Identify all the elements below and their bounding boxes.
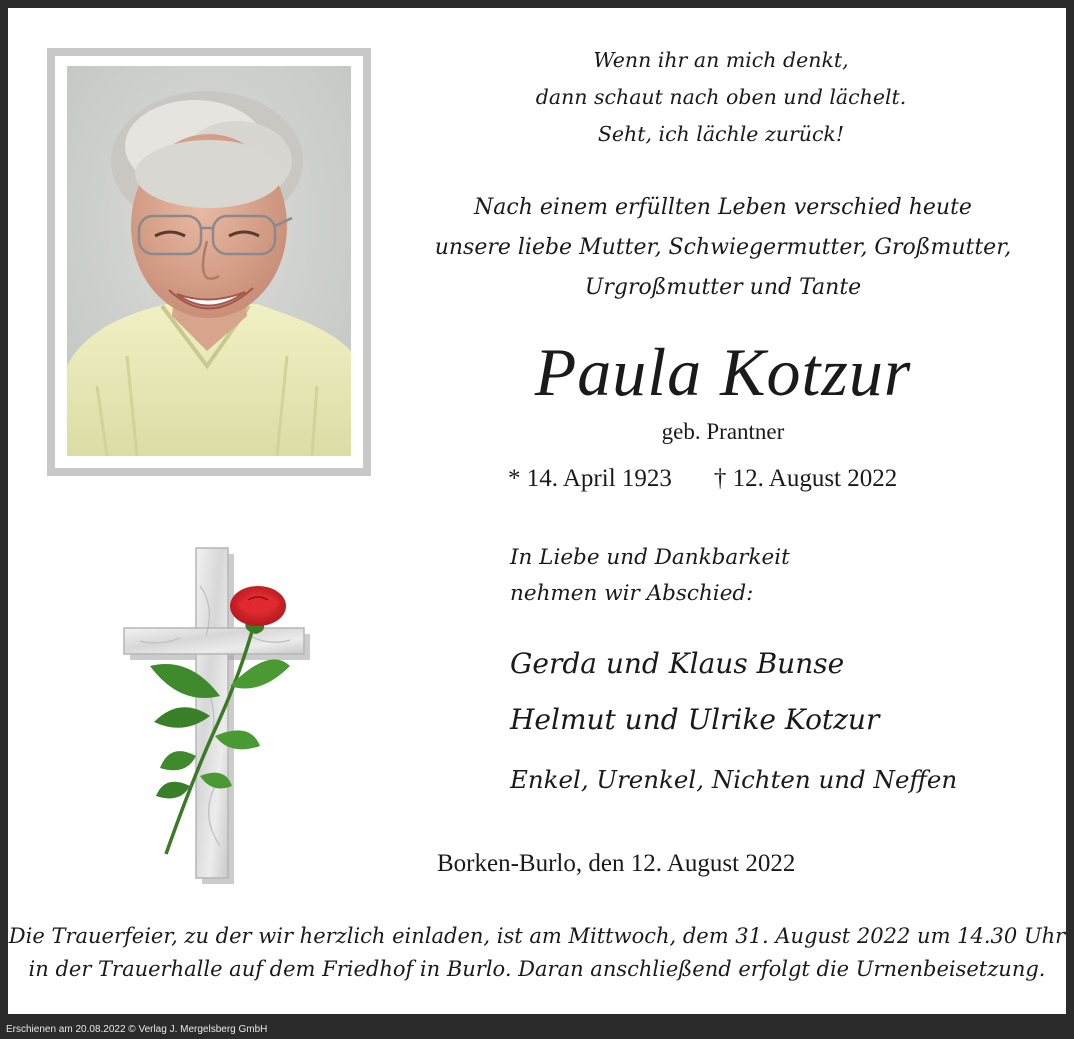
mourner-relatives: Enkel, Urenkel, Nichten und Neffen (510, 765, 958, 794)
death-announcement (428, 188, 1018, 308)
place-and-date: Borken-Burlo, den 12. August 2022 (437, 850, 796, 877)
mourner-family: Gerda und Klaus Bunse (510, 647, 845, 680)
farewell-line: In Liebe und Dankbarkeit (510, 545, 790, 570)
birth-date: * 14. April 1923 (508, 465, 672, 492)
portrait-mat (55, 56, 363, 468)
announcement-line: Urgroßmutter und Tante (584, 275, 862, 300)
death-date: † 12. August 2022 (713, 465, 898, 492)
farewell-line: nehmen wir Abschied: (510, 581, 754, 606)
poem-line: Wenn ihr an mich denkt, (593, 48, 849, 72)
portrait-photo (67, 66, 351, 456)
portrait-frame (47, 48, 371, 476)
poem-line: dann schaut nach oben und lächelt. (535, 85, 907, 109)
announcement-line: unsere liebe Mutter, Schwiegermutter, Großmutter, (434, 235, 1012, 260)
maiden-name: geb. Prantner (661, 419, 785, 444)
publication-footer: Erschienen am 20.08.2022 © Verlag J. Mergelsberg GmbH (6, 1024, 268, 1035)
funeral-info (8, 920, 1066, 986)
poem (456, 42, 986, 153)
farewell-text (510, 540, 930, 612)
cross-with-rose-icon (120, 546, 320, 886)
deceased-name: Paula Kotzur (534, 334, 912, 410)
funeral-line: in der Trauerhalle auf dem Friedhof in Burlo. Daran anschließend erfolgt die Urnenbeisetzung. (28, 957, 1046, 981)
life-dates (508, 460, 1008, 498)
funeral-line: Die Trauerfeier, zu der wir herzlich einladen, ist am Mittwoch, dem 31. August 2022 um 14.30 Uhr (8, 924, 1066, 948)
mourner-family: Helmut und Ulrike Kotzur (510, 703, 880, 736)
announcement-line: Nach einem erfüllten Leben verschied heute (474, 195, 972, 220)
obituary-card (8, 8, 1066, 1014)
poem-line: Seht, ich lächle zurück! (597, 122, 845, 146)
